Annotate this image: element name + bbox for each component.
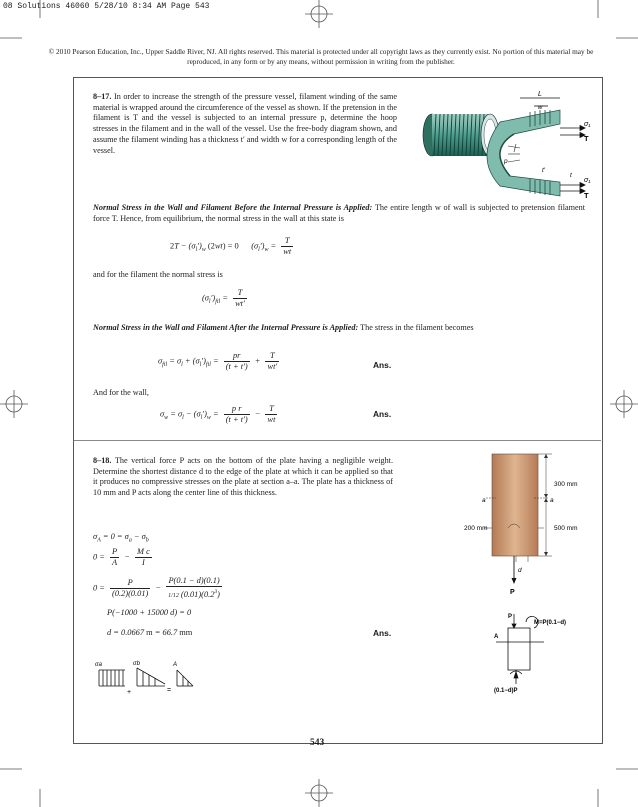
filament-intro: and for the filament the normal stress is xyxy=(93,270,223,279)
pressure-vessel-figure xyxy=(418,90,598,202)
problem-divider xyxy=(74,440,601,441)
print-slug: 08 Solutions 46060 5/28/10 8:34 AM Page 543 xyxy=(3,2,210,11)
free-body-sketch xyxy=(486,612,598,694)
sketch-sigma-a: σa xyxy=(95,662,102,668)
fbd-bottom-label: (0.1−d)P xyxy=(494,688,518,694)
sketch-equals: = xyxy=(167,687,172,694)
answer-label-2: Ans. xyxy=(373,409,392,419)
section-a-left: a xyxy=(482,497,486,504)
equation-wall-before: $2T - (\sigma_l')_w$ (2wt) = 0 $(\sigma_l')_w$ = $\frac{T}{wt}$ xyxy=(170,236,292,256)
label-t-prime: t′ xyxy=(542,167,546,174)
problem-17-text: In order to increase the strength of the pressure vessel, filament winding of the same material is wrapped around the circumference of the vessel as shown. If the pretension in the filament is T and the vessel is subjected to an internal pressure p, determine the hoop stresses in the filament and in the wall of the vessel. Use the free-body diagram shown, and assume the filament winding has a thickness t′ and width w for a corresponding length of the vessel. xyxy=(93,92,398,155)
stress-distribution-sketch xyxy=(93,656,211,702)
sketch-sigma-b: σb xyxy=(133,661,140,667)
fbd-moment-label: M=P(0.1−d) xyxy=(534,620,567,626)
page-number: 543 xyxy=(310,738,325,748)
fbd-P-label: P xyxy=(508,614,513,620)
label-sigma1-bottom: σ₁ xyxy=(584,177,591,184)
label-L: L xyxy=(538,91,542,98)
label-sigma1-top: σ₁ xyxy=(584,121,591,128)
equation-substituted: 0 = $\frac{P}{(0.2)(0.01)}$ − $\frac{P(0.1 - d)(0.1)}{1/12 (0.01)(0.2^3)}$ xyxy=(93,576,220,599)
problem-17-statement xyxy=(93,92,397,156)
dim-500: 500 mm xyxy=(554,525,578,532)
label-T-top: T xyxy=(584,134,589,143)
dim-300: 300 mm xyxy=(554,481,578,488)
problem-18-number: 8–18. xyxy=(93,456,112,465)
equation-wall-after: $\sigma_w = \sigma_l - (\sigma_l')_w$ = $\frac{\text{p r}}{(t + t')}$ − $\frac{T}{wt}$ xyxy=(160,404,276,424)
dim-d: d xyxy=(518,567,522,574)
section-a-right: a xyxy=(550,497,554,504)
equation-P-over-A: 0 = $\frac{P}{A}$ − $\frac{\text{M c}}{I}$ xyxy=(93,547,150,567)
equation-simplified: P(−1000 + 15000 d) = 0 xyxy=(107,608,192,617)
label-w: w xyxy=(538,105,543,111)
label-T-bottom: T xyxy=(584,191,589,200)
problem-18-text: The vertical force P acts on the bottom of the plate having a negligible weight. Determine the shortest distance d to the edge of the plate at which it can be applied so that it produces no compressive stresses on the plate at section a–a. The plate has a thickness of 10 mm and P acts along the center line of this thickness. xyxy=(93,456,393,498)
plate-figure xyxy=(464,450,596,602)
after-pressure-text xyxy=(93,323,585,334)
equation-filament-before: $(\sigma_l')_{fil}$ = $\frac{T}{wt'}$ xyxy=(202,288,245,308)
equation-result: d = 0.0667 m = 66.7 mm xyxy=(107,628,193,637)
before-pressure-text xyxy=(93,203,585,224)
free-body-section xyxy=(487,98,585,196)
problem-17-number: 8–17. xyxy=(93,92,112,101)
heading-before-pressure: Normal Stress in the Wall and Filament Before the Internal Pressure is Applied: xyxy=(93,203,373,212)
sketch-plus: + xyxy=(127,689,132,696)
label-p: p xyxy=(504,158,508,165)
plate xyxy=(492,454,538,556)
fbd-A-label: A xyxy=(494,634,499,640)
sketch-A: A xyxy=(173,662,178,668)
after-pressure-body: The stress in the filament becomes xyxy=(360,323,474,332)
dim-200: 200 mm xyxy=(464,525,488,532)
equation-filament-after: $\sigma_{fil} = \sigma_l + (\sigma_l')_{fil}$ = $\frac{pr}{(t + t')}$ + $\frac{T}{wt'}$ xyxy=(158,351,278,371)
equation-stress-A: $\sigma_A = 0 = \sigma_a - \sigma_b$ xyxy=(93,532,149,544)
label-t: t xyxy=(570,172,572,179)
wall-intro: And for the wall, xyxy=(93,388,149,397)
problem-18-statement xyxy=(93,456,393,499)
answer-label-3: Ans. xyxy=(373,628,392,638)
answer-label-1: Ans. xyxy=(373,360,392,370)
heading-after-pressure: Normal Stress in the Wall and Filament After the Internal Pressure is Applied: xyxy=(93,323,359,332)
label-P: P xyxy=(510,589,515,596)
before-pressure-body: The entire length w of wall is subjected to pretension filament force T. Hence, from equilibrium, the normal stress in the wall at this state is xyxy=(93,203,585,223)
copyright-notice: © 2010 Pearson Education, Inc., Upper Saddle River, NJ. All rights reserved. This material is protected under all copyright laws as they currently exist. No portion of this material may be reproduced, in any form or by any means, without permission in writing from the publisher. xyxy=(48,47,594,66)
